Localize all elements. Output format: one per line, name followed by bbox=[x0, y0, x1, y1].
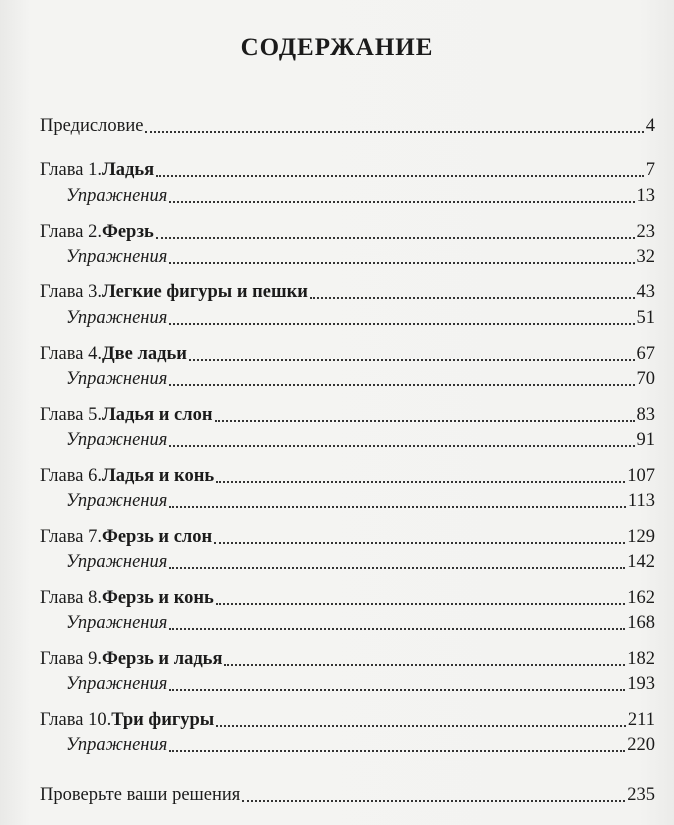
page-title: СОДЕРЖАНИЕ bbox=[240, 34, 434, 61]
toc-page-number: 70 bbox=[636, 369, 655, 389]
exercises-label: Упражнения bbox=[66, 369, 168, 389]
dot-leader bbox=[169, 750, 625, 752]
dot-leader bbox=[169, 384, 634, 386]
toc-page-number: 91 bbox=[636, 430, 655, 450]
chapter-title: Легкие фигуры и пешки bbox=[101, 282, 308, 302]
toc-exercises-1 bbox=[66, 184, 655, 208]
toc-page-number: 51 bbox=[636, 308, 655, 328]
toc-page-number: 23 bbox=[636, 222, 655, 242]
toc-page-number: 7 bbox=[645, 160, 655, 180]
chapter-title: Две ладьи bbox=[101, 344, 187, 364]
dot-leader bbox=[215, 420, 635, 422]
toc-page-number: 220 bbox=[627, 735, 655, 755]
dot-leader bbox=[169, 689, 625, 691]
toc-page-number: 142 bbox=[627, 552, 655, 572]
chapter-prefix: Глава 4. bbox=[40, 344, 102, 364]
chapter-prefix: Глава 6. bbox=[40, 466, 102, 486]
toc-page-number: 32 bbox=[636, 247, 655, 267]
toc-page-number: 129 bbox=[627, 527, 655, 547]
exercises-label: Упражнения bbox=[66, 308, 168, 328]
chapter-title: Ладья bbox=[101, 160, 155, 180]
toc-chapter-8 bbox=[40, 586, 655, 610]
chapter-prefix: Глава 9. bbox=[40, 649, 102, 669]
dot-leader bbox=[169, 628, 625, 630]
toc-page-number: 211 bbox=[627, 710, 655, 730]
toc-page-number: 4 bbox=[645, 116, 655, 136]
toc-exercises-10 bbox=[66, 733, 655, 757]
dot-leader bbox=[169, 323, 634, 325]
dot-leader bbox=[156, 175, 644, 177]
toc-page-number: 67 bbox=[636, 344, 655, 364]
chapter-prefix: Глава 7. bbox=[40, 527, 102, 547]
dot-leader bbox=[224, 664, 625, 666]
exercises-label: Упражнения bbox=[66, 735, 168, 755]
chapter-prefix: Глава 8. bbox=[40, 588, 102, 608]
dot-leader bbox=[242, 800, 625, 802]
chapter-prefix: Глава 2. bbox=[40, 222, 102, 242]
toc-chapter-5 bbox=[40, 403, 655, 427]
chapter-title: Ферзь и ладья bbox=[101, 649, 223, 669]
toc-chapter-3 bbox=[40, 280, 655, 304]
toc-page-number: 168 bbox=[627, 613, 655, 633]
toc-exercises-7 bbox=[66, 550, 655, 574]
toc-entry-label: Предисловие bbox=[40, 116, 144, 136]
toc-page-number: 235 bbox=[627, 785, 655, 805]
chapter-title: Ладья и слон bbox=[101, 405, 213, 425]
toc-chapter-2 bbox=[40, 220, 655, 244]
dot-leader bbox=[310, 297, 635, 299]
dot-leader bbox=[216, 481, 625, 483]
exercises-label: Упражнения bbox=[66, 613, 168, 633]
exercises-label: Упражнения bbox=[66, 552, 168, 572]
toc-exercises-9 bbox=[66, 672, 655, 696]
toc-exercises-5 bbox=[66, 428, 655, 452]
toc-page-number: 43 bbox=[636, 282, 655, 302]
toc-chapter-9 bbox=[40, 647, 655, 671]
exercises-label: Упражнения bbox=[66, 430, 168, 450]
toc-entry-preface bbox=[40, 114, 655, 138]
toc-page-number: 13 bbox=[636, 186, 655, 206]
chapter-prefix: Глава 5. bbox=[40, 405, 102, 425]
chapter-title: Три фигуры bbox=[111, 710, 215, 730]
toc-chapter-1 bbox=[40, 158, 655, 182]
toc-entry-solutions bbox=[40, 783, 655, 807]
toc-page-number: 193 bbox=[627, 674, 655, 694]
dot-leader bbox=[145, 131, 643, 133]
exercises-label: Упражнения bbox=[66, 674, 168, 694]
dot-leader bbox=[216, 603, 625, 605]
toc-page-number: 107 bbox=[627, 466, 655, 486]
toc-page-number: 113 bbox=[627, 491, 655, 511]
toc-page-number: 83 bbox=[636, 405, 655, 425]
dot-leader bbox=[189, 359, 635, 361]
chapter-title: Ферзь bbox=[101, 222, 154, 242]
dot-leader bbox=[169, 201, 634, 203]
toc-exercises-8 bbox=[66, 611, 655, 635]
exercises-label: Упражнения bbox=[66, 491, 168, 511]
toc-page-number: 182 bbox=[627, 649, 655, 669]
toc-chapter-10 bbox=[40, 708, 655, 732]
chapter-prefix: Глава 3. bbox=[40, 282, 102, 302]
toc-chapter-4 bbox=[40, 342, 655, 366]
toc-exercises-2 bbox=[66, 245, 655, 269]
toc-exercises-3 bbox=[66, 306, 655, 330]
dot-leader bbox=[156, 237, 635, 239]
chapter-prefix: Глава 10. bbox=[40, 710, 112, 730]
dot-leader bbox=[214, 542, 625, 544]
toc-entry-label: Проверьте ваши решения bbox=[40, 785, 241, 805]
toc-chapter-7 bbox=[40, 525, 655, 549]
chapter-title: Ферзь и конь bbox=[101, 588, 214, 608]
toc-exercises-6 bbox=[66, 489, 655, 513]
dot-leader bbox=[169, 567, 625, 569]
chapter-title: Ферзь и слон bbox=[101, 527, 213, 547]
toc-chapter-6 bbox=[40, 464, 655, 488]
toc-page-number: 162 bbox=[627, 588, 655, 608]
dot-leader bbox=[169, 262, 634, 264]
toc-exercises-4 bbox=[66, 367, 655, 391]
dot-leader bbox=[169, 445, 634, 447]
chapter-prefix: Глава 1. bbox=[40, 160, 102, 180]
chapter-title: Ладья и конь bbox=[101, 466, 215, 486]
dot-leader bbox=[216, 725, 626, 727]
dot-leader bbox=[169, 506, 626, 508]
exercises-label: Упражнения bbox=[66, 247, 168, 267]
exercises-label: Упражнения bbox=[66, 186, 168, 206]
